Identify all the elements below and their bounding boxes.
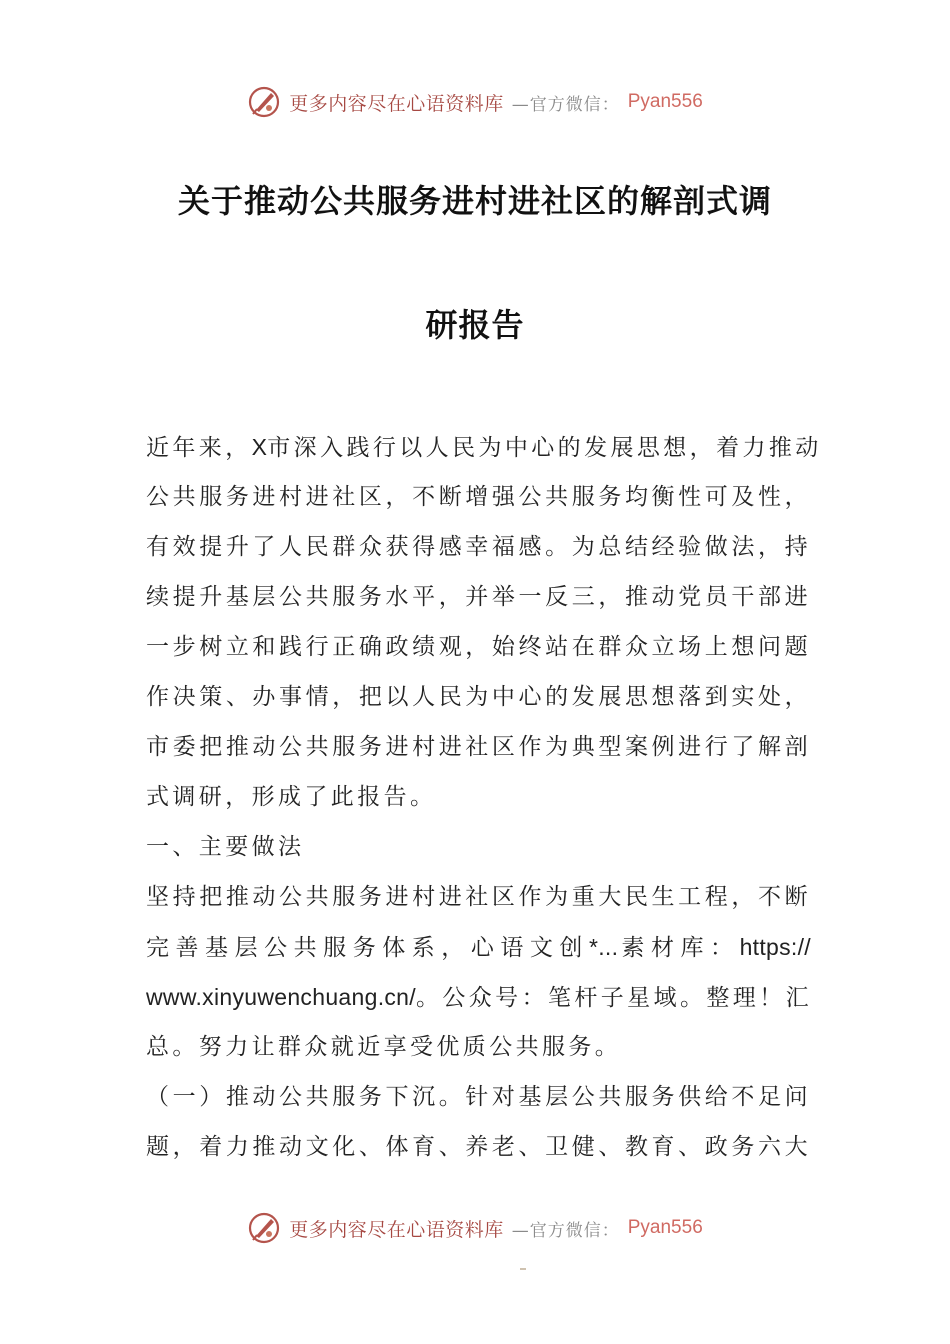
quill-logo-icon: [247, 1211, 281, 1245]
body-line: www.xinyuwenchuang.cn/。公众号：笔杆子星域。整理！汇: [146, 984, 812, 1011]
body-line: 完善基层公共服务体系，心语文创*...素材库：https://: [146, 934, 811, 961]
header-banner: [0, 84, 950, 120]
body-line: 市委把推动公共服务进村进社区作为典型案例进行了解剖: [146, 734, 811, 760]
subsection-line: （一）推动公共服务下沉。针对基层公共服务供给不足问: [146, 1084, 811, 1110]
body-line: 一步树立和践行正确政绩观，始终站在群众立场上想问题: [146, 634, 811, 660]
document-body: [146, 428, 822, 1178]
section-heading: 一、主要做法: [146, 834, 305, 860]
document-title-line-1: 关于推动公共服务进村进社区的解剖式调: [177, 182, 772, 220]
banner-text: 更多内容尽在心语资料库: [289, 92, 504, 115]
body-line: 式调研，形成了此报告。: [146, 784, 437, 810]
body-line: 坚持把推动公共服务进村进社区作为重大民生工程，不断: [146, 884, 811, 910]
page-divider: [520, 1268, 526, 1270]
document-title-line-2: 研报告: [425, 306, 525, 344]
body-line: 有效提升了人民群众获得感幸福感。为总结经验做法，持: [146, 534, 811, 560]
body-line: 近年来，X市深入践行以人民为中心的发展思想，着力推动: [146, 434, 822, 461]
body-line: 题，着力推动文化、体育、养老、卫健、教育、政务六大: [146, 1134, 811, 1160]
body-line: 作决策、办事情，把以人民为中心的发展思想落到实处，: [146, 684, 811, 710]
body-line: 公共服务进村进社区，不断增强公共服务均衡性可及性，: [146, 484, 811, 510]
quill-logo-icon: [247, 85, 281, 119]
body-line: 续提升基层公共服务水平，并举一反三，推动党员干部进: [146, 584, 811, 610]
footer-banner: [0, 1210, 950, 1246]
banner-wechat-id: Pyan556: [627, 1217, 703, 1238]
banner-text: 更多内容尽在心语资料库: [289, 1218, 504, 1241]
body-line: 总。努力让群众就近享受优质公共服务。: [146, 1034, 622, 1060]
banner-official: —官方微信：: [511, 94, 620, 115]
banner-wechat-id: Pyan556: [627, 91, 703, 112]
banner-official: —官方微信：: [511, 1220, 620, 1241]
